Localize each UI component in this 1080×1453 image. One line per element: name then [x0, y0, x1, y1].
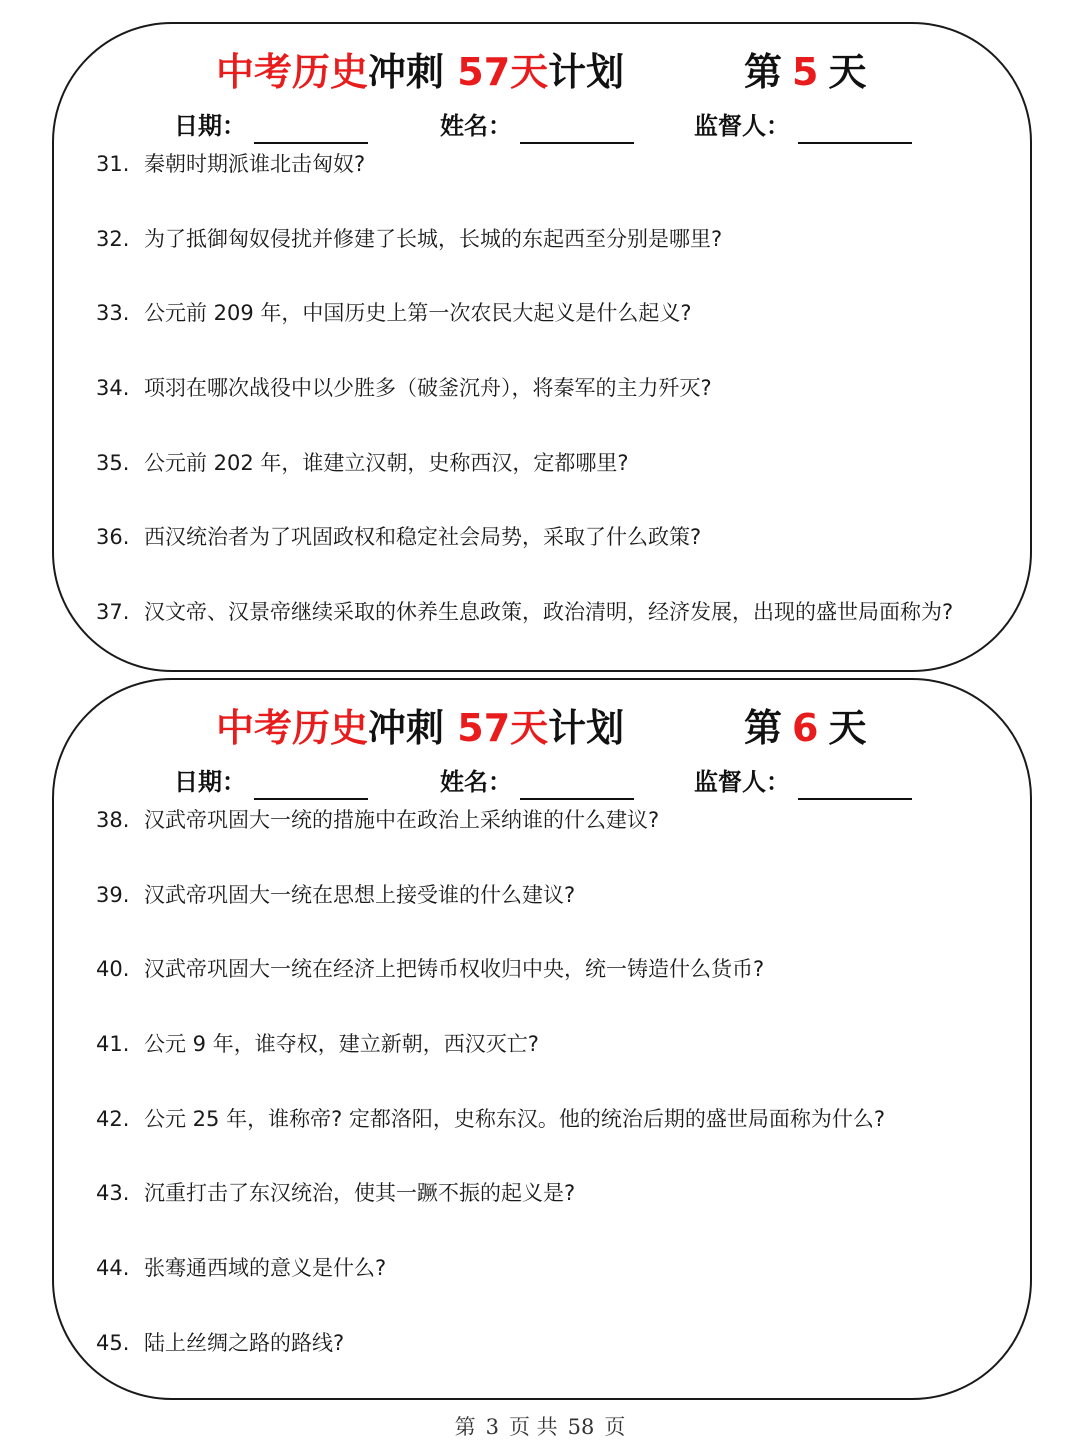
supervisor-field[interactable]	[694, 764, 912, 800]
question-number: 44.	[96, 1256, 130, 1281]
question-text: 为了抵御匈奴侵扰并修建了长城，长城的东起西至分别是哪里?	[144, 226, 723, 251]
question-text: 秦朝时期派谁北击匈奴?	[144, 152, 366, 176]
question-text: 汉武帝巩固大一统在思想上接受谁的什么建议?	[144, 882, 576, 907]
question-list	[96, 142, 1006, 665]
question-text: 汉武帝巩固大一统的措施中在政治上采纳谁的什么建议?	[144, 808, 660, 832]
question-text: 公元前 209 年，中国历史上第一次农民大起义是什么起义?	[144, 301, 692, 326]
question-item	[96, 1321, 1006, 1396]
day-5-card	[52, 22, 1032, 672]
question-number: 35.	[96, 450, 130, 475]
day-label	[744, 700, 866, 756]
question-number: 31.	[96, 152, 130, 176]
question-item	[96, 947, 1006, 1022]
title-red-part: 中考历史	[216, 706, 369, 750]
question-item	[96, 1171, 1006, 1246]
date-field[interactable]	[174, 108, 368, 144]
question-text: 公元 25 年，谁称帝? 定都洛阳，史称东汉。他的统治后期的盛世局面称为什么?	[144, 1106, 886, 1131]
question-text: 西汉统治者为了巩固政权和稳定社会局势，采取了什么政策?	[144, 525, 702, 550]
name-field[interactable]	[440, 764, 634, 800]
question-text: 公元 9 年，谁夺权，建立新朝，西汉灭亡?	[144, 1032, 539, 1057]
question-item	[96, 1022, 1006, 1097]
day-label	[744, 44, 866, 100]
title-plan-word: 计划	[548, 50, 625, 94]
question-text: 沉重打击了东汉统治，使其一蹶不振的起义是?	[144, 1181, 576, 1206]
date-blank-line[interactable]	[254, 776, 368, 800]
name-field[interactable]	[440, 108, 634, 144]
title-days-unit: 天	[510, 706, 549, 750]
question-number: 40.	[96, 957, 130, 982]
date-blank-line[interactable]	[254, 120, 368, 144]
name-blank-line[interactable]	[520, 776, 634, 800]
supervisor-label: 监督人：	[694, 768, 790, 796]
supervisor-blank-line[interactable]	[798, 776, 912, 800]
title-days-number: 57	[457, 50, 511, 94]
question-number: 33.	[96, 301, 130, 326]
question-text: 陆上丝绸之路的路线?	[144, 1330, 345, 1355]
plan-title	[216, 700, 624, 756]
day-number: 5	[792, 50, 819, 94]
question-item	[96, 590, 1006, 665]
question-number: 32.	[96, 226, 130, 251]
day-prefix: 第	[744, 50, 783, 94]
day-number: 6	[792, 706, 819, 750]
question-item	[96, 1246, 1006, 1321]
question-number: 45.	[96, 1330, 130, 1355]
supervisor-blank-line[interactable]	[798, 120, 912, 144]
question-item	[96, 142, 1006, 217]
question-item	[96, 217, 1006, 292]
question-list	[96, 798, 1006, 1396]
question-item	[96, 291, 1006, 366]
question-number: 41.	[96, 1032, 130, 1057]
day-suffix: 天	[828, 706, 867, 750]
question-number: 39.	[96, 882, 130, 907]
name-label: 姓名：	[440, 768, 512, 796]
question-text: 项羽在哪次战役中以少胜多（破釜沉舟），将秦军的主力歼灭?	[144, 376, 712, 401]
question-item	[96, 515, 1006, 590]
date-label: 日期：	[174, 112, 246, 140]
question-number: 36.	[96, 525, 130, 550]
day-suffix: 天	[828, 50, 867, 94]
plan-title	[216, 44, 624, 100]
footer-middle: 页 共	[508, 1415, 558, 1439]
question-number: 37.	[96, 600, 130, 625]
question-item	[96, 873, 1006, 948]
page-footer	[0, 1410, 1080, 1444]
question-text: 汉武帝巩固大一统在经济上把铸币权收归中央，统一铸造什么货币?	[144, 957, 765, 982]
name-blank-line[interactable]	[520, 120, 634, 144]
date-field[interactable]	[174, 764, 368, 800]
title-days-unit: 天	[510, 50, 549, 94]
date-label: 日期：	[174, 768, 246, 796]
name-label: 姓名：	[440, 112, 512, 140]
title-black-part: 冲刺	[368, 50, 445, 94]
question-number: 43.	[96, 1181, 130, 1206]
question-text: 公元前 202 年，谁建立汉朝，史称西汉，定都哪里?	[144, 450, 629, 475]
question-item	[96, 798, 1006, 873]
supervisor-field[interactable]	[694, 108, 912, 144]
title-days-number: 57	[457, 706, 511, 750]
day-prefix: 第	[744, 706, 783, 750]
footer-current-page: 3	[485, 1415, 499, 1439]
title-plan-word: 计划	[548, 706, 625, 750]
question-item	[96, 441, 1006, 516]
supervisor-label: 监督人：	[694, 112, 790, 140]
footer-prefix: 第	[454, 1415, 476, 1439]
question-number: 42.	[96, 1106, 130, 1131]
question-item	[96, 1097, 1006, 1172]
question-text: 张骞通西域的意义是什么?	[144, 1256, 387, 1281]
title-red-part: 中考历史	[216, 50, 369, 94]
question-number: 34.	[96, 376, 130, 401]
footer-suffix: 页	[604, 1415, 626, 1439]
question-number: 38.	[96, 808, 130, 832]
footer-total-pages: 58	[567, 1415, 595, 1439]
title-black-part: 冲刺	[368, 706, 445, 750]
day-6-card	[52, 678, 1032, 1400]
question-text: 汉文帝、汉景帝继续采取的休养生息政策，政治清明，经济发展，出现的盛世局面称为?	[144, 600, 954, 625]
question-item	[96, 366, 1006, 441]
